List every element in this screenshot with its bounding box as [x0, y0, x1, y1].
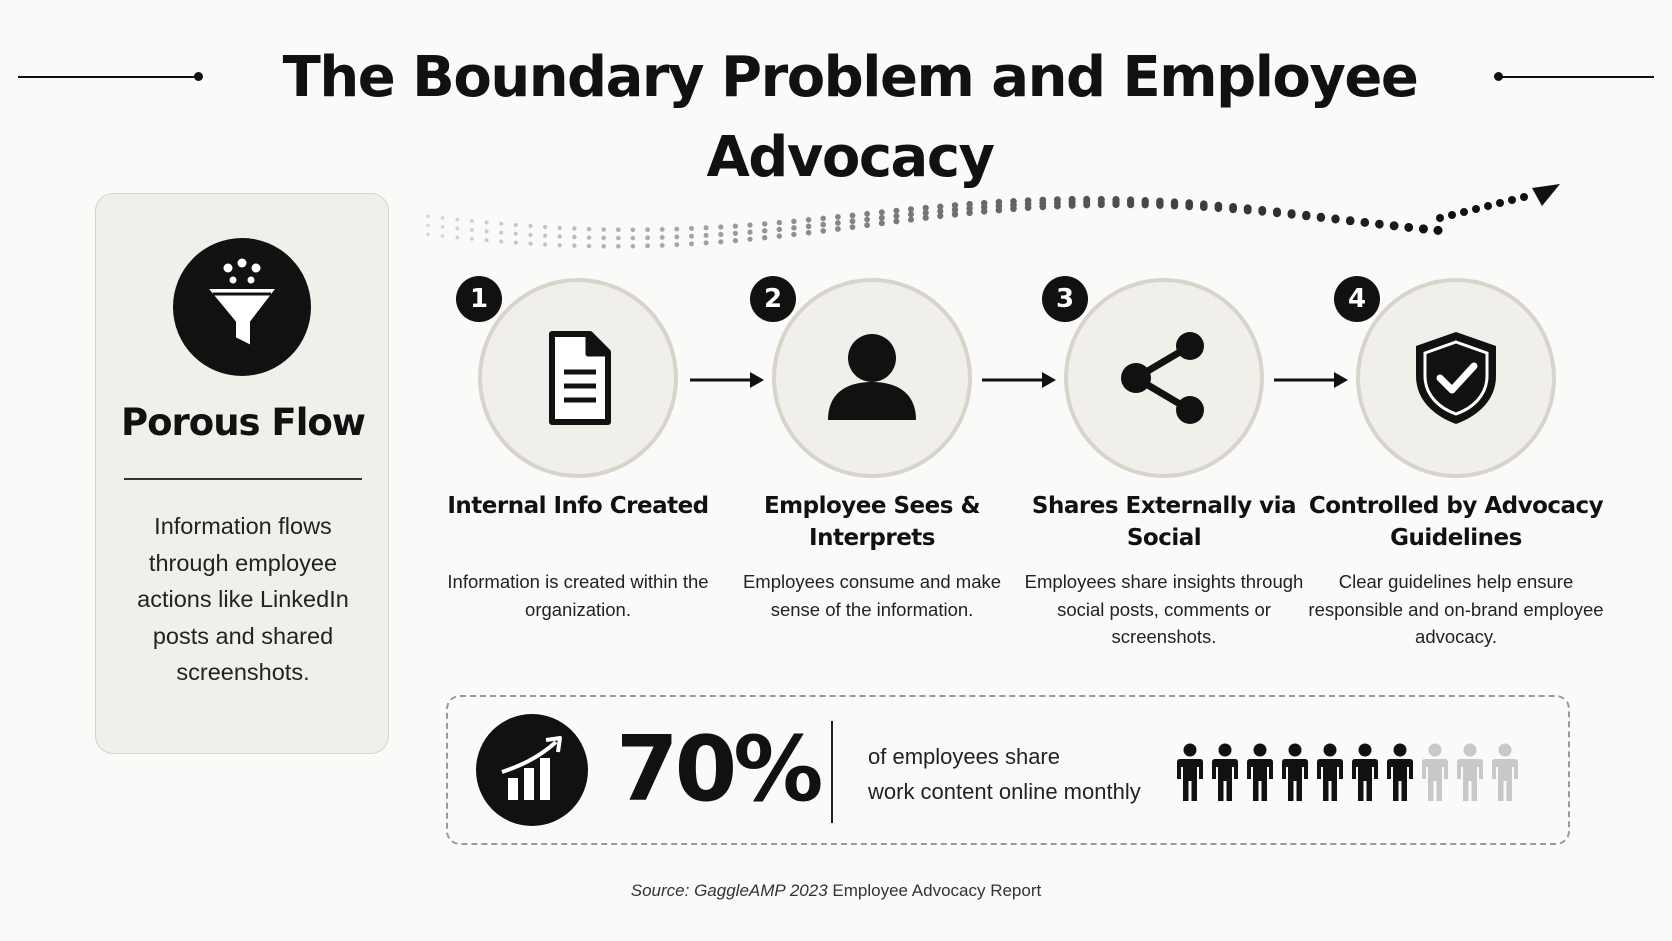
wave-dot	[1436, 214, 1444, 222]
wave-dot	[616, 244, 621, 249]
wave-dot	[762, 228, 767, 233]
wave-dot	[864, 211, 870, 217]
person-figure-icon	[1349, 743, 1381, 803]
wave-dot	[645, 227, 650, 232]
wave-dot	[1258, 208, 1266, 216]
wave-dot	[864, 222, 870, 228]
step-2-description: Employees consume and make sense of the information.	[742, 571, 1002, 620]
wave-dot	[733, 238, 738, 243]
wave-dot	[631, 244, 636, 249]
source-publisher: GaggleAMP 2023	[694, 881, 828, 900]
step-2-number: 2	[750, 276, 796, 322]
wave-dot	[850, 224, 856, 230]
step-1-description: Information is created within the organization.	[447, 571, 709, 620]
wave-dot	[485, 229, 489, 233]
wave-dot	[441, 234, 445, 238]
person-figure-icon	[1244, 743, 1276, 803]
wave-dot	[616, 227, 621, 232]
wave-dot	[674, 242, 679, 247]
shield-check-icon	[1406, 328, 1506, 428]
wave-dot	[601, 244, 606, 249]
wave-dot	[674, 235, 679, 240]
wave-dot	[850, 218, 856, 224]
wave-dot	[1273, 209, 1281, 217]
wave-dot	[1171, 202, 1178, 209]
wave-dot	[441, 216, 445, 220]
title-rule-right	[1500, 76, 1654, 78]
wave-dot	[1098, 201, 1105, 208]
wave-dot	[879, 220, 885, 226]
wave-dot	[455, 236, 459, 240]
source-report-name: Employee Advocacy Report	[832, 881, 1042, 900]
wave-dot	[514, 232, 518, 236]
wave-dot	[528, 242, 532, 246]
wave-dot	[704, 240, 709, 245]
wave-dot	[704, 233, 709, 238]
wave-dot	[645, 243, 650, 248]
wave-dot	[747, 230, 752, 235]
wave-dot	[820, 216, 826, 222]
wave-dot	[426, 215, 430, 219]
person-figure-icon	[1419, 743, 1451, 803]
step-3-circle	[1055, 278, 1264, 478]
wave-dot	[1156, 202, 1163, 209]
wave-dot	[1039, 203, 1046, 210]
wave-dot	[762, 235, 767, 240]
wave-dot	[470, 228, 474, 232]
wave-dot	[485, 220, 489, 224]
wave-dot	[1127, 201, 1134, 208]
wave-dot	[470, 237, 474, 241]
wave-dot	[543, 242, 547, 246]
step-3-description: Employees share insights through social posts, comments or screenshots.	[1024, 571, 1304, 647]
wave-dot	[631, 228, 636, 233]
wave-dot	[1200, 203, 1208, 211]
wave-dot	[835, 214, 841, 220]
wave-dot	[733, 231, 738, 236]
arrow-right-icon	[980, 370, 1060, 390]
wave-dot	[791, 232, 796, 237]
wave-dot	[455, 218, 459, 222]
wave-dot	[1472, 205, 1480, 213]
wave-dot	[616, 236, 621, 241]
step-4-circle	[1347, 278, 1556, 478]
arrow-right-icon	[688, 370, 768, 390]
wave-dot	[1054, 203, 1061, 210]
wave-dot	[1484, 202, 1492, 210]
title-rule-dot-left	[194, 72, 203, 81]
wave-dot	[1419, 225, 1428, 234]
wave-dot	[747, 237, 752, 242]
wave-dot	[1185, 203, 1193, 211]
document-icon	[528, 328, 628, 428]
arrow-right-icon	[1272, 370, 1352, 390]
wave-dot	[791, 225, 796, 230]
step-1-number: 1	[456, 276, 502, 322]
wave-dot	[1361, 219, 1369, 227]
wave-dot	[733, 224, 738, 229]
wave-dot	[777, 233, 782, 238]
wave-dot	[1508, 196, 1516, 204]
wave-arrowhead-icon	[1532, 184, 1560, 206]
wave-dot	[704, 225, 709, 230]
person-figure-icon	[1454, 743, 1486, 803]
wave-dot	[747, 222, 752, 227]
side-panel-title: Porous Flow	[120, 401, 365, 444]
wave-dot	[1229, 205, 1237, 213]
title-rule-left	[18, 76, 198, 78]
wave-dot	[835, 226, 841, 232]
side-panel-divider	[124, 478, 362, 480]
wave-dot	[879, 215, 885, 221]
wave-dot	[718, 239, 723, 244]
wave-dot	[499, 240, 503, 244]
step-3-title: Shares Externally via Social	[1031, 493, 1297, 551]
wave-dot	[528, 233, 532, 237]
wave-dot	[601, 227, 606, 232]
wave-dot	[572, 235, 576, 239]
step-4-description: Clear guidelines help ensure responsible and on-brand employee advocacy.	[1308, 571, 1604, 647]
wave-dot	[835, 220, 841, 226]
people-pictogram	[1174, 743, 1521, 803]
wave-dot	[485, 238, 489, 242]
side-panel-description: Information flows through employee actions like LinkedIn posts and shared screenshots.	[137, 513, 349, 685]
wave-dot	[558, 243, 562, 247]
wave-dot	[1083, 201, 1090, 208]
wave-dot	[1069, 202, 1076, 209]
wave-dot	[1142, 201, 1149, 208]
wave-dot	[470, 219, 474, 223]
wave-dot	[499, 222, 503, 226]
wave-dot	[601, 236, 606, 241]
wave-dot	[1317, 214, 1325, 222]
wave-dot	[528, 224, 532, 228]
wave-dot	[718, 224, 723, 229]
wave-dot	[587, 235, 591, 239]
wave-dot	[718, 232, 723, 237]
step-1-circle	[469, 278, 678, 478]
wave-dot	[1331, 215, 1339, 223]
wave-dot	[631, 236, 636, 241]
person-figure-icon	[1209, 743, 1241, 803]
wave-dot	[514, 241, 518, 245]
wave-dot	[558, 234, 562, 238]
wave-dot	[1025, 204, 1032, 211]
wave-dot	[806, 217, 812, 223]
wave-dot	[966, 210, 972, 216]
person-figure-icon	[1174, 743, 1206, 803]
dotted-wave-arrow	[420, 170, 1570, 270]
wave-dot	[937, 213, 943, 219]
wave-dot	[820, 228, 826, 234]
wave-dot	[806, 224, 812, 230]
wave-dot	[441, 225, 445, 229]
person-figure-icon	[1279, 743, 1311, 803]
statistic-text-line-1: of employees share	[868, 744, 1060, 769]
wave-dot	[893, 218, 899, 224]
title-row	[0, 38, 1672, 190]
step-3-number: 3	[1042, 276, 1088, 322]
wave-dot	[791, 219, 796, 224]
wave-dot	[587, 227, 591, 231]
growth-chart-icon	[476, 714, 588, 826]
wave-dot	[1112, 201, 1119, 208]
wave-dot	[1244, 207, 1252, 215]
person-figure-icon	[1489, 743, 1521, 803]
porous-flow-card	[95, 193, 389, 754]
wave-dot	[558, 226, 562, 230]
wave-dot	[587, 244, 591, 248]
source-citation	[0, 881, 1672, 901]
wave-dot	[660, 227, 665, 232]
wave-dot	[1010, 206, 1017, 213]
wave-dot	[908, 211, 914, 217]
wave-dot	[981, 208, 987, 214]
wave-dot	[1375, 220, 1383, 228]
wave-dot	[1496, 199, 1504, 207]
wave-dot	[1434, 226, 1443, 235]
wave-dot	[777, 227, 782, 232]
wave-dot	[1302, 212, 1310, 220]
wave-dot	[514, 223, 518, 227]
wave-dot	[1390, 222, 1399, 231]
statistic-box	[446, 695, 1570, 845]
statistic-text-line-2: work content online monthly	[868, 779, 1141, 804]
wave-dot	[426, 224, 430, 228]
wave-dot	[762, 221, 767, 226]
wave-dot	[689, 234, 694, 239]
wave-dot	[689, 226, 694, 231]
step-2-circle	[763, 278, 972, 478]
wave-dot	[572, 226, 576, 230]
wave-dot	[660, 235, 665, 240]
step-4-number: 4	[1334, 276, 1380, 322]
wave-dot	[893, 208, 899, 214]
person-icon	[822, 328, 922, 428]
step-2-title: Employee Sees & Interprets	[763, 493, 981, 551]
statistic-divider	[831, 721, 833, 823]
statistic-value: 70%	[616, 717, 820, 822]
person-figure-icon	[1314, 743, 1346, 803]
wave-dot	[908, 217, 914, 223]
step-4-title: Controlled by Advocacy Guidelines	[1308, 493, 1604, 551]
person-figure-icon	[1384, 743, 1416, 803]
wave-dot	[426, 233, 430, 237]
wave-dot	[820, 222, 826, 228]
wave-dot	[1520, 193, 1528, 201]
wave-dot	[777, 220, 782, 225]
step-1-title: Internal Info Created	[447, 493, 709, 519]
wave-dot	[952, 211, 958, 217]
wave-dot	[1346, 217, 1354, 225]
funnel-icon	[173, 238, 311, 376]
wave-dot	[660, 243, 665, 248]
wave-dot	[1404, 223, 1413, 232]
wave-dot	[879, 209, 885, 215]
wave-dot	[543, 225, 547, 229]
wave-dot	[1460, 208, 1468, 216]
wave-dot	[923, 215, 929, 221]
wave-dot	[455, 227, 459, 231]
source-label: Source:	[630, 881, 690, 900]
page-title: The Boundary Problem and Employee Advocacy	[282, 45, 1418, 190]
wave-dot	[572, 244, 576, 248]
wave-dot	[645, 235, 650, 240]
share-icon	[1114, 328, 1214, 428]
wave-dot	[850, 213, 856, 219]
wave-dot	[864, 217, 870, 223]
wave-dot	[499, 231, 503, 235]
wave-dot	[1288, 211, 1296, 219]
wave-dot	[674, 227, 679, 232]
wave-dot	[806, 230, 812, 236]
wave-dot	[996, 207, 1003, 214]
wave-dot	[543, 234, 547, 238]
wave-dot	[1448, 211, 1456, 219]
wave-dot	[1215, 204, 1223, 212]
wave-dot	[893, 213, 899, 219]
statistic-description	[868, 739, 1141, 809]
wave-dot	[689, 241, 694, 246]
